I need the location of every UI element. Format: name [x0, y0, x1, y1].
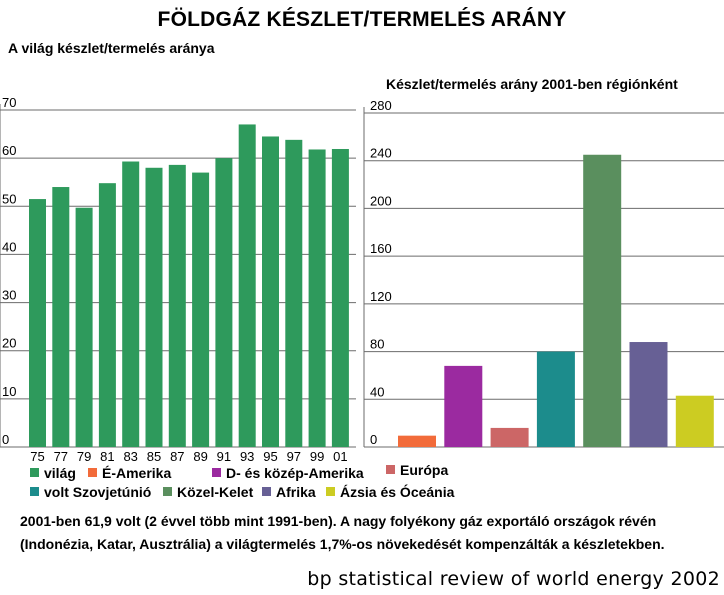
y-tick-label: 30 [2, 287, 17, 303]
bar [52, 187, 69, 447]
bar [76, 208, 93, 447]
x-tick-label: 89 [193, 449, 208, 464]
y-tick-label: 60 [2, 143, 17, 159]
y-tick-label: 80 [370, 336, 385, 352]
bar [239, 124, 256, 447]
bar [537, 352, 575, 447]
legend-item-asia-pacific: Ázsia és Óceánia [326, 484, 454, 500]
x-tick-label: 93 [239, 449, 255, 464]
region-chart-title: Készlet/termelés arány 2001-ben régiónként [386, 76, 678, 92]
y-tick-label: 50 [2, 191, 17, 207]
bar [285, 140, 302, 447]
legend-item-world: világ [30, 465, 76, 481]
legend [30, 462, 720, 503]
y-tick-label: 160 [370, 241, 392, 257]
bar [99, 183, 116, 447]
y-tick-label: 240 [370, 145, 392, 161]
bar [583, 155, 621, 447]
bar [332, 149, 349, 447]
legend-item-north-america: É-Amerika [88, 465, 171, 481]
legend-swatch-europe [386, 465, 395, 474]
source-credit: bp statistical review of world energy 2002 [307, 568, 720, 590]
x-tick-label: 91 [216, 449, 232, 464]
y-tick-label: 70 [2, 95, 17, 110]
bar [262, 136, 279, 447]
x-tick-label: 85 [146, 449, 162, 464]
legend-item-former-soviet-union: volt Szovjetúnió [30, 484, 151, 500]
regional-ratio-chart [364, 98, 724, 447]
legend-swatch-africa [262, 487, 271, 496]
x-tick-label: 83 [123, 449, 138, 464]
world-chart-title: A világ készlet/termelés aránya [8, 40, 215, 56]
legend-item-europe: Európa [386, 462, 448, 478]
legend-row-1 [30, 462, 720, 484]
x-tick-label: 97 [286, 449, 302, 464]
bar [309, 149, 326, 447]
y-tick-label: 0 [370, 432, 378, 447]
x-tick-label: 87 [170, 449, 185, 464]
y-tick-label: 20 [2, 335, 17, 351]
x-tick-label: 77 [53, 449, 69, 464]
legend-swatch-south-central-america [212, 468, 221, 477]
y-tick-label: 40 [370, 384, 385, 400]
bar [29, 199, 46, 447]
legend-swatch-world [30, 468, 39, 477]
bar [215, 158, 232, 447]
legend-swatch-asia-pacific [326, 487, 335, 496]
x-tick-label: 99 [309, 449, 325, 464]
bar [122, 162, 139, 447]
bar [444, 366, 482, 447]
main-title: FÖLDGÁZ KÉSZLET/TERMELÉS ARÁNY [157, 8, 567, 31]
legend-row-2 [30, 484, 720, 503]
x-tick-label: 81 [100, 449, 115, 464]
world-ratio-chart [0, 95, 356, 464]
x-tick-label: 79 [76, 449, 92, 464]
bar [491, 428, 529, 447]
bar [146, 168, 163, 447]
y-tick-label: 40 [2, 239, 17, 255]
y-tick-label: 280 [370, 98, 392, 113]
y-tick-label: 10 [2, 383, 17, 399]
y-tick-label: 200 [370, 193, 392, 209]
bar [192, 173, 209, 447]
bar [398, 436, 436, 447]
legend-item-africa: Afrika [262, 484, 316, 500]
x-tick-label: 75 [30, 449, 45, 464]
legend-item-middle-east: Közel-Kelet [163, 484, 253, 500]
bar [630, 342, 668, 447]
x-tick-label: 01 [333, 449, 348, 464]
x-tick-label: 95 [263, 449, 278, 464]
y-tick-label: 120 [370, 288, 392, 304]
legend-item-south-central-america: D- és közép-Amerika [212, 465, 364, 481]
legend-swatch-north-america [88, 468, 97, 477]
explanatory-note: 2001-ben 61,9 volt (2 évvel több mint 1991-ben). A nagy folyékony gáz exportáló országok révén (Indonézia, Katar, Ausztrália) a világtermelés 1,7%-os növekedését kompenzálták a készletekben. [20, 513, 665, 552]
bar [676, 396, 714, 447]
legend-swatch-former-soviet-union [30, 487, 39, 496]
y-tick-label: 0 [2, 432, 10, 447]
legend-swatch-middle-east [163, 487, 172, 496]
bar [169, 165, 186, 447]
